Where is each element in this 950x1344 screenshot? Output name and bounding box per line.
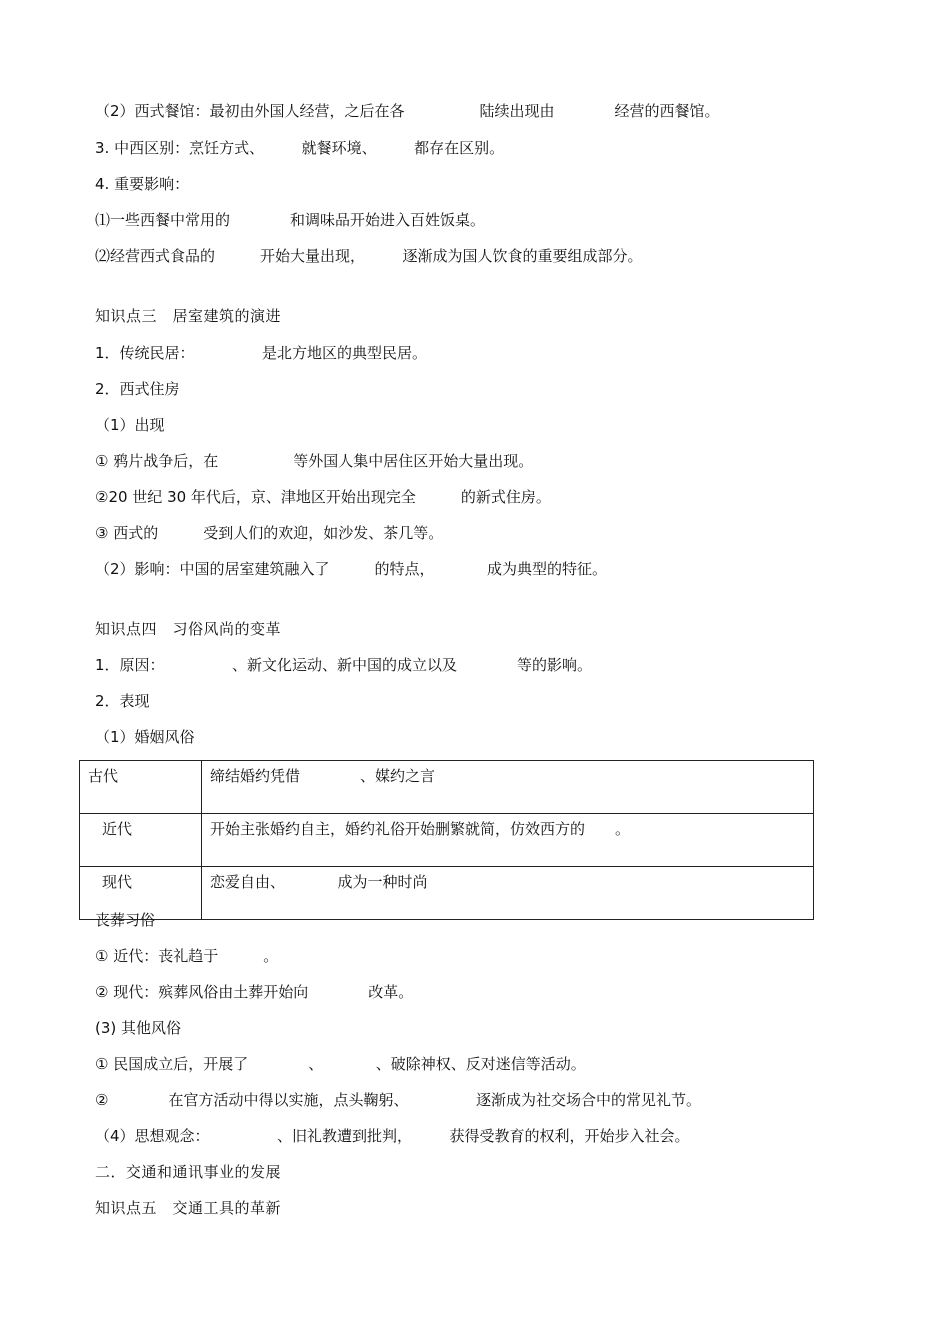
knowledge-point-3-title: 知识点三 居室建筑的演进: [95, 307, 282, 325]
appearance-item-3: ③ 西式的 受到人们的欢迎，如沙发、茶几等。: [95, 524, 444, 542]
western-housing-heading: 2．西式住房: [95, 380, 180, 398]
appearance-item-2: ②20 世纪 30 年代后，京、津地区开始出现完全 的新式住房。: [95, 488, 551, 506]
other-customs-item-1: ① 民国成立后，开展了 、 、破除神权、反对迷信等活动。: [95, 1055, 586, 1073]
influence-item-1: ⑴一些西餐中常用的 和调味品开始进入百姓饭桌。: [95, 211, 486, 229]
difference-line: 3. 中西区别：烹饪方式、 就餐环境、 都存在区别。: [95, 139, 505, 157]
influence-heading: 4. 重要影响：: [95, 175, 190, 193]
content-cell: 缔结婚约凭借 、媒约之言: [202, 761, 814, 814]
other-customs-subheading: (3) 其他风俗: [95, 1019, 182, 1037]
era-cell: 现代: [80, 867, 202, 920]
content-cell: 开始主张婚约自主，婚约礼俗开始删繁就简，仿效西方的 。: [202, 814, 814, 867]
marriage-customs-table: [79, 760, 814, 920]
era-cell: 古代: [80, 761, 202, 814]
table-row: [80, 761, 814, 814]
marriage-customs-subheading: （1）婚姻风俗: [95, 728, 195, 746]
knowledge-point-5-title: 知识点五 交通工具的革新: [95, 1199, 282, 1217]
traditional-dwelling-line: 1．传统民居： 是北方地区的典型民居。: [95, 344, 428, 362]
housing-influence-line: （2）影响：中国的居室建筑融入了 的特点， 成为典型的特征。: [95, 560, 608, 578]
appearance-item-1: ① 鸦片战争后，在 等外国人集中居住区开始大量出现。: [95, 452, 534, 470]
content-cell: 恋爱自由、 成为一种时尚: [202, 867, 814, 920]
knowledge-point-4-title: 知识点四 习俗风尚的变革: [95, 620, 282, 638]
funeral-item-2: ② 现代：殡葬风俗由土葬开始向 改革。: [95, 983, 414, 1001]
appearance-subheading: （1）出现: [95, 416, 165, 434]
funeral-item-1: ① 近代：丧礼趋于 。: [95, 947, 279, 965]
section-2-title: 二．交通和通讯事业的发展: [95, 1163, 282, 1181]
influence-item-2: ⑵经营西式食品的 开始大量出现， 逐渐成为国人饮食的重要组成部分。: [95, 247, 643, 265]
manifestation-heading: 2．表现: [95, 692, 150, 710]
era-cell: 近代: [80, 814, 202, 867]
funeral-customs-subheading: 丧葬习俗: [95, 911, 156, 929]
ideology-line: （4）思想观念： 、旧礼教遭到批判， 获得受教育的权利，开始步入社会。: [95, 1127, 690, 1145]
western-restaurant-line: （2）西式餐馆：最初由外国人经营，之后在各 陆续出现由 经营的西餐馆。: [95, 102, 720, 120]
table-row: [80, 814, 814, 867]
table-row: [80, 867, 814, 920]
reason-line: 1．原因： 、新文化运动、新中国的成立以及 等的影响。: [95, 656, 593, 674]
other-customs-item-2: ② 在官方活动中得以实施，点头鞠躬、 逐渐成为社交场合中的常见礼节。: [95, 1091, 701, 1109]
